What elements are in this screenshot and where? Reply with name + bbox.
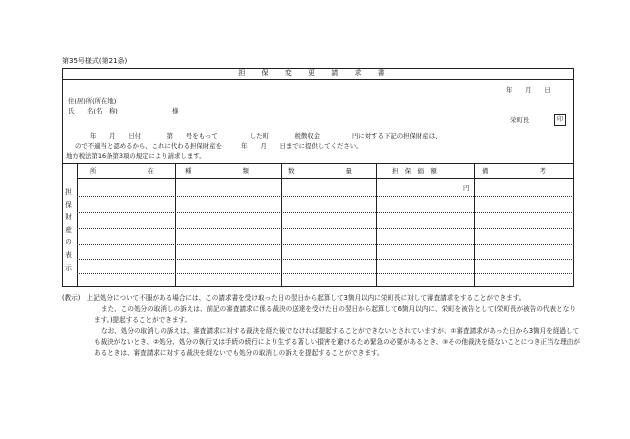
mayor-title: 栄町長 [510, 116, 530, 124]
instructions [62, 293, 582, 359]
honorific: 様 [172, 107, 179, 115]
header-location: 所 在 [90, 167, 154, 175]
title-divider [62, 79, 574, 80]
form-number: 第35号様式(第21条) [62, 57, 128, 65]
header-type: 種 類 [185, 167, 249, 175]
instructions-paragraph-3: なお、処分の取消しの訴えは、審査請求に対する裁決を経た後でなければ提起することができないとされていますが、①審査請求があった日から3箇月を経過しても裁決がないとき、②処分、処分の執行又は手続の続行により生ずる著しい損害を避けるため緊急の必要があるとき、③その他裁決を経ないことにつき正当な理由があるときは、審査請求に対する裁決を経ないでも処分の取消しの訴えを提起することができます。 [94, 327, 580, 357]
seal-box: 印 [554, 114, 566, 126]
column-border [175, 163, 176, 287]
table-row [77, 228, 574, 229]
name-label: 氏 名(名 称) [68, 107, 118, 115]
table-row [77, 273, 574, 274]
table-row [77, 196, 574, 197]
column-border [281, 163, 282, 287]
header-value: 担 保 価 額 [392, 167, 437, 175]
body-line-1: 年 月 日付 第 号をもって した町 税徴収金 円に対する下記の担保財産は、 [90, 132, 442, 140]
table-header-border [77, 178, 574, 179]
column-border [376, 163, 377, 287]
instructions-paragraph-1: 上記処分について不服がある場合には、この請求書を受け取った日の翌日から起算して3箇月以内に栄町長に対して審査請求をすることができます。 [86, 294, 526, 302]
header-quantity: 数 量 [288, 167, 352, 175]
address-label: 住(居)所(所在地) [68, 97, 117, 105]
body-line-3: 地方税法第16条第3項の規定により請求します。 [66, 152, 206, 160]
side-column-border [77, 163, 78, 287]
table-row [77, 259, 574, 260]
instructions-paragraph-2: また、この処分の取消しの訴えは、前記の審査請求に係る裁決の送達を受けた日の翌日から起算して6箇月以内に、栄町を被告として(栄町長が被告の代表となります。)提起することができます。 [94, 305, 576, 324]
collateral-label: 担保財産の表示 [65, 188, 72, 272]
table-top-border [62, 163, 574, 164]
column-border [474, 163, 475, 287]
table-row [77, 212, 574, 213]
form-title: 担 保 変 更 請 求 書 [238, 69, 392, 77]
request-date: 年 月 日 [506, 86, 551, 94]
instructions-label: (教示) [62, 294, 81, 302]
yen-unit: 円 [463, 184, 470, 192]
body-line-2: ので不適当と認めるから、これに代わる担保財産を 年 月 日までに提供してください。 [75, 142, 363, 150]
table-row [77, 244, 574, 245]
header-remarks: 備 考 [482, 167, 546, 175]
